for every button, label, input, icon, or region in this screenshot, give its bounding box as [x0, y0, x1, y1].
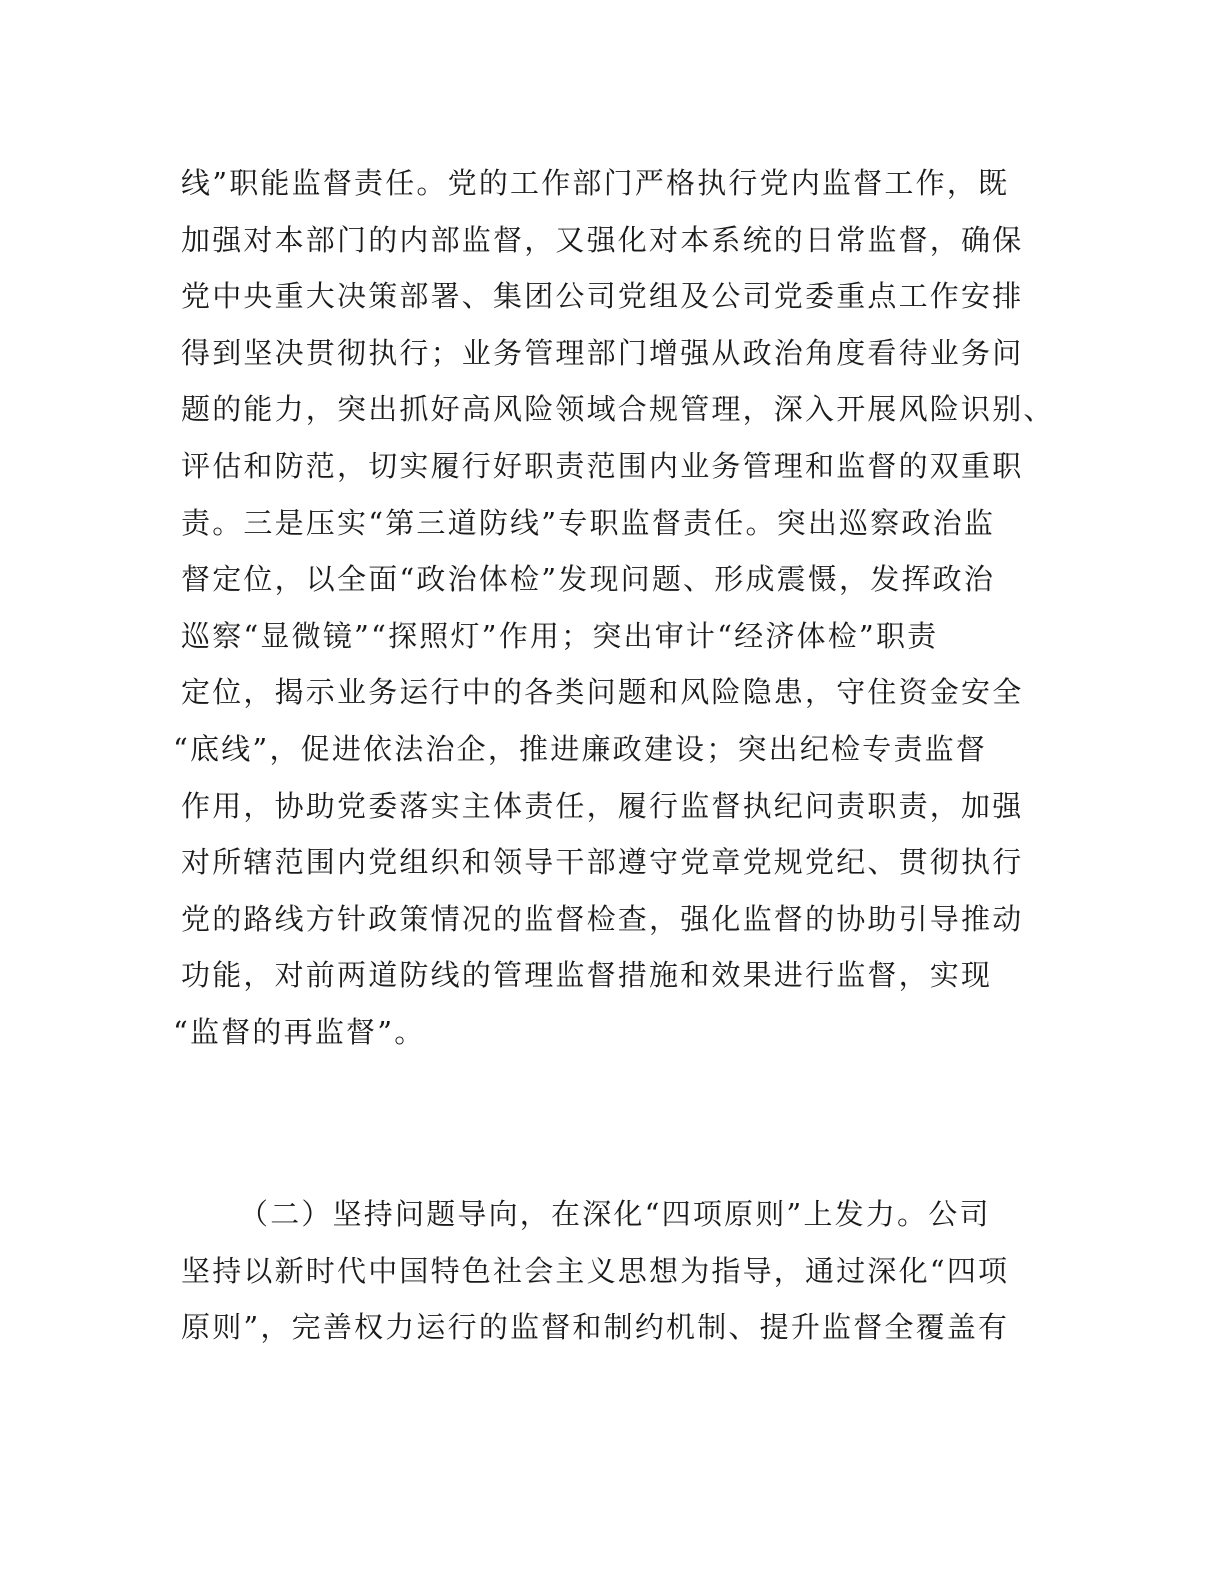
text-line: 坚持以新时代中国特色社会主义思想为指导，通过深化“四项: [181, 1253, 1010, 1288]
text-line: 线”职能监督责任。党的工作部门严格执行党内监督工作，既: [181, 166, 1010, 200]
text-line: 党中央重大决策部署、集团公司党组及公司党委重点工作安排: [181, 279, 1024, 314]
text-line: 评估和防范，切实履行好职责范围内业务管理和监督的双重职: [181, 448, 1024, 483]
text-line: 原则”，完善权力运行的监督和制约机制、提升监督全覆盖有: [181, 1310, 1010, 1345]
section-heading-line: （二）坚持问题导向，在深化“四项原则”上发力。公司: [239, 1197, 991, 1231]
text-line: 题的能力，突出抓好高风险领域合规管理，深入开展风险识别、: [181, 392, 1055, 427]
text-line: 得到坚决贯彻执行；业务管理部门增强从政治角度看待业务问: [181, 335, 1024, 370]
text-line: 定位，揭示业务运行中的各类问题和风险隐患，守住资金安全: [181, 675, 1024, 710]
text-line: 督定位，以全面“政治体检”发现问题、形成震慑，发挥政治: [181, 562, 996, 597]
text-line: 加强对本部门的内部监督，又强化对本系统的日常监督，确保: [181, 222, 1024, 257]
text-line: 作用，协助党委落实主体责任，履行监督执纪问责职责，加强: [181, 788, 1024, 823]
text-line: 功能，对前两道防线的管理监督措施和效果进行监督，实现: [181, 958, 993, 993]
text-line: 巡察“显微镜”“探照灯”作用；突出审计“经济体检”职责: [181, 618, 939, 653]
text-line: “底线”，促进依法治企，推进廉政建设；突出纪检专责监督: [173, 731, 988, 766]
paragraph-defense-lines: [173, 155, 1061, 1061]
text-line: 对所辖范围内党组织和领导干部遵守党章党规党纪、贯彻执行: [181, 845, 1024, 880]
text-line: 责。三是压实“第三道防线”专职监督责任。突出巡察政治监: [181, 505, 996, 540]
text-line: 党的路线方针政策情况的监督检查，强化监督的协助引导推动: [181, 901, 1024, 936]
paragraph-four-principles: [181, 1186, 1061, 1356]
text-line: “监督的再监督”。: [173, 1014, 426, 1049]
